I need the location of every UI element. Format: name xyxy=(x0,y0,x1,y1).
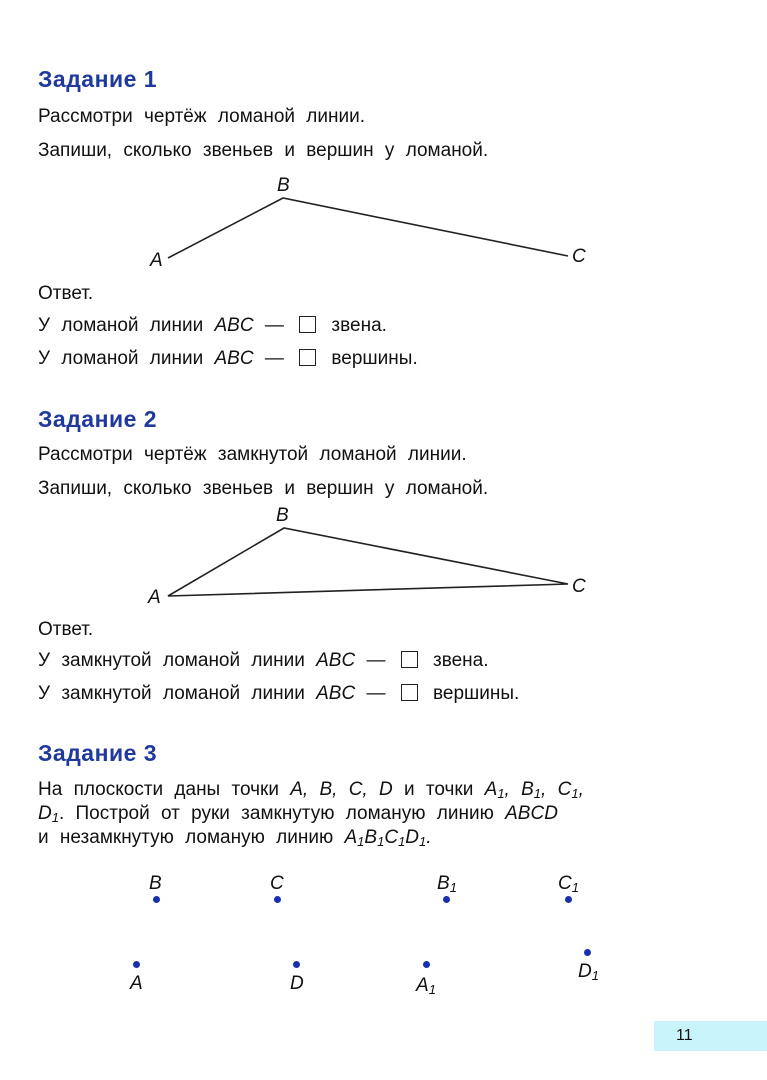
task2-answer-row-1 xyxy=(38,650,489,672)
task3-label-c: C xyxy=(270,873,284,894)
task3-dot-c[interactable] xyxy=(274,896,281,903)
task3-dot-a1[interactable] xyxy=(423,961,430,968)
task2-label-b: B xyxy=(276,505,289,526)
task1-vertices-answer-box[interactable] xyxy=(299,349,316,366)
task3-heading: Задание 3 xyxy=(38,740,158,766)
task2-answer-label: Ответ. xyxy=(38,619,94,640)
task1-label-a: A xyxy=(150,250,163,271)
task3-text-line-1 xyxy=(38,779,584,801)
task1-answer-row-2 xyxy=(38,348,418,370)
task2-row2-suffix: вершины. xyxy=(433,683,520,704)
task2-row2-dash: — xyxy=(366,683,386,704)
task3-dot-a[interactable] xyxy=(133,961,140,968)
task2-instruction-1: Рассмотри чертёж замкнутой ломаной линии. xyxy=(38,444,467,465)
task3-dot-d1[interactable] xyxy=(584,949,591,956)
task1-answer-label: Ответ. xyxy=(38,283,94,304)
task3-point-a1: $A_1$, xyxy=(484,779,510,801)
task3-dot-b1[interactable] xyxy=(443,896,450,903)
task3-point-b1: $B_1$, xyxy=(521,779,547,801)
task2-closed-polyline xyxy=(168,528,568,596)
task1-row1-prefix: У ломаной линии xyxy=(38,315,204,336)
task1-label-b: B xyxy=(277,175,290,196)
task2-instruction-2: Запиши, сколько звеньев и вершин у ломаной. xyxy=(38,478,489,499)
task1-row2-prefix: У ломаной линии xyxy=(38,348,204,369)
task1-polyline xyxy=(168,198,568,258)
task3-dot-c1[interactable] xyxy=(565,896,572,903)
task1-label-c: C xyxy=(572,246,586,267)
task2-label-c: C xyxy=(572,576,586,597)
task2-links-answer-box[interactable] xyxy=(401,651,418,668)
task2-row2-prefix: У замкнутой ломаной линии xyxy=(38,683,305,704)
task3-label-d: D xyxy=(290,973,304,994)
task3-text-line-3 xyxy=(38,827,432,849)
page-number: 11 xyxy=(654,1021,767,1051)
task1-links-answer-box[interactable] xyxy=(299,316,316,333)
task3-dot-b[interactable] xyxy=(153,896,160,903)
task3-point-d1: $D_1$ xyxy=(38,803,59,825)
task1-row1-name: ABC xyxy=(214,315,254,336)
task1-row1-dash: — xyxy=(264,315,284,336)
task2-row1-prefix: У замкнутой ломаной линии xyxy=(38,650,305,671)
task3-line3-name: $A_1B_1C_1D_1$. xyxy=(344,827,432,849)
task2-label-a: A xyxy=(148,587,161,608)
task1-row2-suffix: вершины. xyxy=(331,348,418,369)
task2-row2-name: ABC xyxy=(316,683,356,704)
task3-dot-d[interactable] xyxy=(293,961,300,968)
task1-instruction-2: Запиши, сколько звеньев и вершин у ломаной. xyxy=(38,140,489,161)
task3-text-line-2 xyxy=(38,803,558,825)
task3-label-c1: $C_1$ xyxy=(558,873,579,895)
task1-heading: Задание 1 xyxy=(38,66,158,92)
task3-line1-a: На плоскости даны точки xyxy=(38,779,279,800)
task1-instruction-1: Рассмотри чертёж ломаной линии. xyxy=(38,106,366,127)
task2-heading: Задание 2 xyxy=(38,406,158,432)
task3-label-a: A xyxy=(130,973,143,994)
task1-row1-suffix: звена. xyxy=(331,315,387,336)
task2-row1-dash: — xyxy=(366,650,386,671)
task2-answer-row-2 xyxy=(38,683,519,705)
task3-point-c1: $C_1$, xyxy=(557,779,584,801)
task2-row1-suffix: звена. xyxy=(433,650,489,671)
task3-label-b: B xyxy=(149,873,162,894)
task3-line1-points: A, B, C, D xyxy=(290,779,393,800)
task1-row2-name: ABC xyxy=(214,348,254,369)
task3-line2-name: ABCD xyxy=(505,803,558,824)
task3-line1-b: и точки xyxy=(403,779,474,800)
task3-label-a1: $A_1$ xyxy=(416,975,436,997)
task1-row2-dash: — xyxy=(264,348,284,369)
task2-row1-name: ABC xyxy=(316,650,356,671)
task3-line2-a: . Построй от руки замкнутую ломаную линию xyxy=(58,803,494,824)
task3-label-b1: $B_1$ xyxy=(437,873,457,895)
task3-label-d1: $D_1$ xyxy=(578,961,599,983)
task3-line3-a: и незамкнутую ломаную линию xyxy=(38,827,334,848)
task2-vertices-answer-box[interactable] xyxy=(401,684,418,701)
task1-answer-row-1 xyxy=(38,315,387,337)
